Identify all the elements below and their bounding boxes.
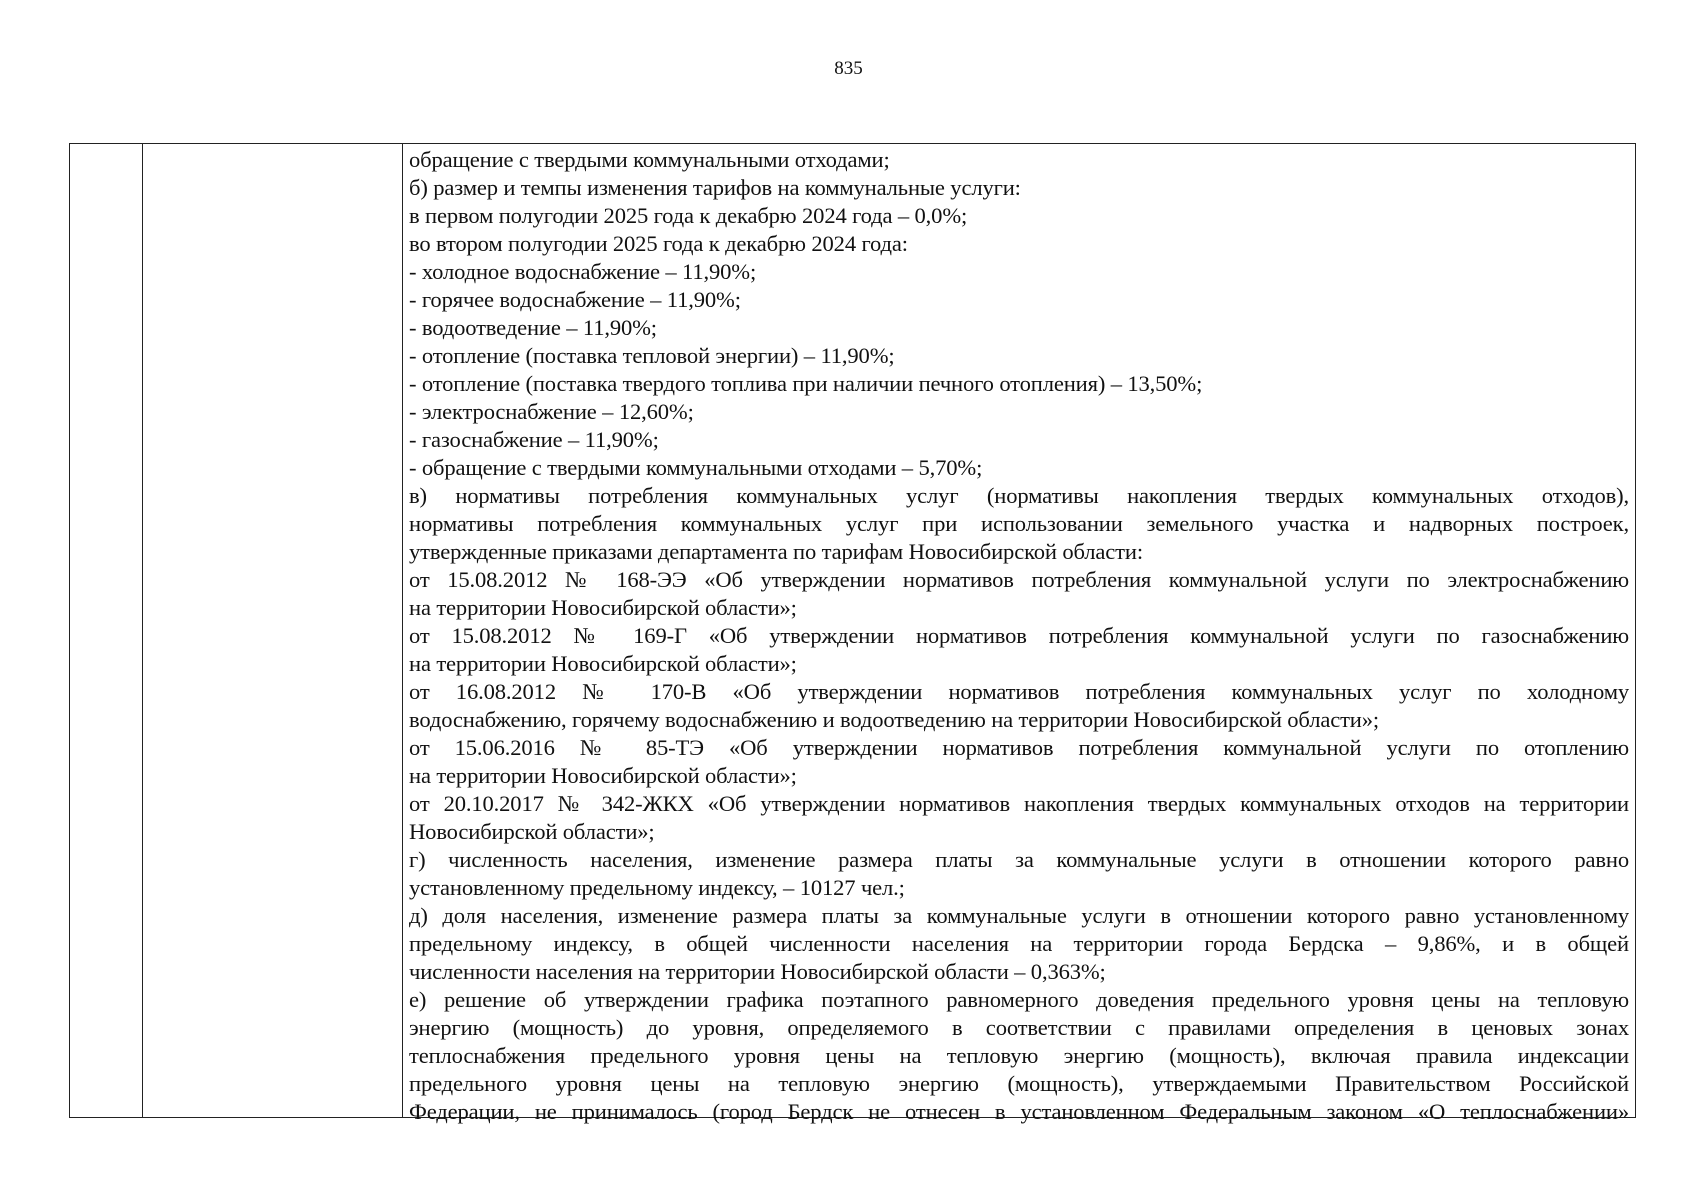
- column-divider-1: [142, 144, 143, 1117]
- text-line: - отопление (поставка твердого топлива при наличии печного отопления) – 13,50%;: [409, 371, 1203, 396]
- text-line: обращение с твердыми коммунальными отходами;: [409, 147, 890, 172]
- text-line: утвержденные приказами департамента по тарифам Новосибирской области:: [409, 539, 1143, 564]
- page-number: 835: [834, 58, 863, 79]
- text-line: на территории Новосибирской области»;: [409, 763, 797, 788]
- text-line: в первом полугодии 2025 года к декабрю 2024 года – 0,0%;: [409, 203, 968, 228]
- text-line: численности населения на территории Новосибирской области – 0,363%;: [409, 959, 1106, 984]
- text-line: - газоснабжение – 11,90%;: [409, 427, 659, 452]
- text-line: - холодное водоснабжение – 11,90%;: [409, 259, 757, 284]
- text-line: б) размер и темпы изменения тарифов на коммунальные услуги:: [409, 175, 1021, 200]
- text-line: - водоотведение – 11,90%;: [409, 315, 657, 340]
- document-table: [69, 143, 1636, 1124]
- text-line: нормативы потребления коммунальных услуг при использовании земельного участка и надворных построек,: [409, 511, 1629, 536]
- text-line: от 20.10.2017 № 342-ЖКХ «Об утверждении нормативов накопления твердых коммунальных отходов на территории: [409, 791, 1629, 816]
- text-line: предельного уровня цены на тепловую энергию (мощность), утверждаемыми Правительством Российской: [409, 1071, 1629, 1096]
- text-line: от 16.08.2012 № 170-В «Об утверждении нормативов потребления коммунальных услуг по холодному: [409, 679, 1629, 704]
- text-line: д) доля населения, изменение размера платы за коммунальные услуги в отношении которого равно установленному: [409, 903, 1629, 928]
- text-line: - горячее водоснабжение – 11,90%;: [409, 287, 741, 312]
- text-line: на территории Новосибирской области»;: [409, 651, 797, 676]
- text-line: Новосибирской области»;: [409, 819, 655, 844]
- text-line: от 15.08.2012 № 168-ЭЭ «Об утверждении нормативов потребления коммунальной услуги по электроснабжению: [409, 567, 1629, 592]
- text-line: г) численность населения, изменение размера платы за коммунальные услуги в отношении которого равно: [409, 847, 1629, 872]
- text-line: во втором полугодии 2025 года к декабрю 2024 года:: [409, 231, 908, 256]
- column-divider-2: [402, 144, 403, 1117]
- text-line: е) решение об утверждении графика поэтапного равномерного доведения предельного уровня цены на тепловую: [409, 987, 1629, 1012]
- text-line: водоснабжению, горячему водоснабжению и водоотведению на территории Новосибирской области»;: [409, 707, 1380, 732]
- text-line: предельному индексу, в общей численности населения на территории города Бердска – 9,86%, и в общей: [409, 931, 1629, 956]
- text-line: Федерации, не принималось (город Бердск не отнесен в установленном Федеральным законом «О теплоснабжении»: [409, 1099, 1629, 1124]
- text-line: - отопление (поставка тепловой энергии) – 11,90%;: [409, 343, 895, 368]
- text-line: энергию (мощность) до уровня, определяемого в соответствии с правилами определения в ценовых зонах: [409, 1015, 1629, 1040]
- table-cell-text: [409, 146, 1629, 1126]
- text-line: теплоснабжения предельного уровня цены на тепловую энергию (мощность), включая правила индексации: [409, 1043, 1629, 1068]
- text-line: - электроснабжение – 12,60%;: [409, 399, 694, 424]
- text-line: на территории Новосибирской области»;: [409, 595, 797, 620]
- text-line: в) нормативы потребления коммунальных услуг (нормативы накопления твердых коммунальных отходов),: [409, 483, 1629, 508]
- text-line: установленному предельному индексу, – 10127 чел.;: [409, 875, 905, 900]
- text-line: от 15.08.2012 № 169-Г «Об утверждении нормативов потребления коммунальной услуги по газоснабжению: [409, 623, 1629, 648]
- text-line: от 15.06.2016 № 85-ТЭ «Об утверждении нормативов потребления коммунальной услуги по отоплению: [409, 735, 1629, 760]
- text-line: - обращение с твердыми коммунальными отходами – 5,70%;: [409, 455, 983, 480]
